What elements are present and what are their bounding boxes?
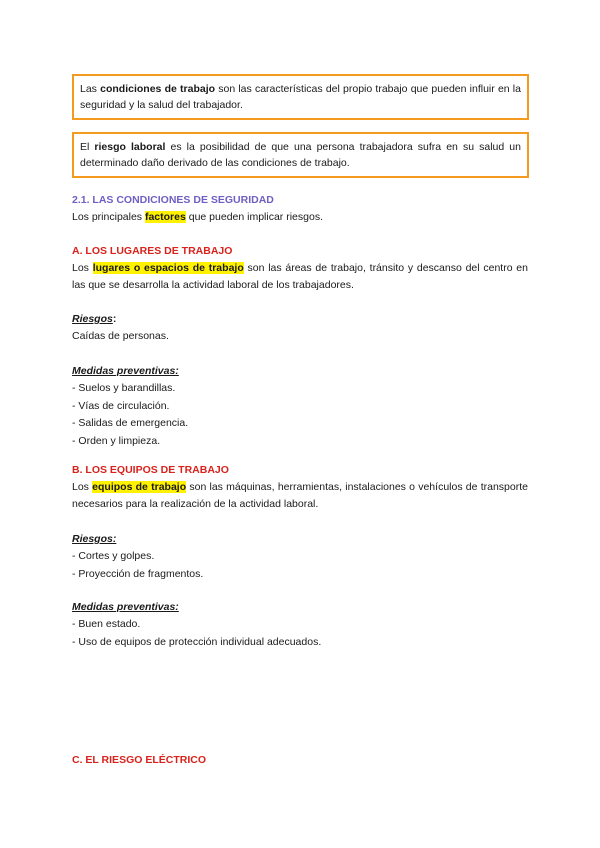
section-2-1-text bbox=[72, 209, 528, 226]
section-2-1-post: que pueden implicar riesgos. bbox=[185, 211, 323, 223]
list-item: - Salidas de emergencia. bbox=[72, 417, 189, 429]
box2-term: riesgo laboral bbox=[94, 141, 166, 153]
list-item: - Cortes y golpes. bbox=[72, 550, 155, 562]
section-a-risks-label: Riesgos bbox=[72, 313, 113, 325]
section-a-measures-list bbox=[72, 380, 528, 450]
definition-box-labor-risk bbox=[72, 132, 529, 178]
section-2-1 bbox=[72, 192, 528, 226]
section-a-risks-heading bbox=[72, 311, 528, 328]
section-a-risks bbox=[72, 311, 528, 346]
section-2-1-highlight: factores bbox=[144, 211, 186, 223]
list-item: - Uso de equipos de protección individual adecuados. bbox=[72, 635, 322, 648]
section-b-pre: Los bbox=[72, 481, 93, 493]
section-b-risks-label: Riesgos: bbox=[72, 533, 117, 545]
section-a-measures bbox=[72, 363, 528, 450]
box1-post: son las características del propio trabajo que pueden influir en la seguridad y la salud del trabajador. bbox=[80, 83, 521, 111]
section-b-risks bbox=[72, 531, 528, 583]
section-b-highlight: equipos de trabajo bbox=[92, 481, 187, 493]
box1-pre: Las bbox=[80, 83, 101, 95]
section-a-pre: Los bbox=[72, 262, 93, 274]
section-b-title: B. LOS EQUIPOS DE TRABAJO bbox=[72, 464, 229, 476]
section-b-measures-label: Medidas preventivas: bbox=[72, 601, 179, 613]
section-a-risks-list bbox=[72, 328, 528, 346]
section-b-risks-list bbox=[72, 548, 528, 583]
section-b bbox=[72, 462, 528, 513]
list-item: - Vías de circulación. bbox=[72, 399, 170, 412]
section-a bbox=[72, 243, 528, 294]
list-item: - Proyección de fragmentos. bbox=[72, 567, 204, 580]
section-2-1-pre: Los principales bbox=[72, 211, 145, 223]
section-a-post: son las áreas de trabajo, tránsito y descanso del centro en las que se desarrolla la actividad laboral de los trabajadores. bbox=[72, 262, 528, 291]
definition-box-working-conditions bbox=[72, 74, 529, 120]
section-b-text bbox=[72, 479, 528, 513]
list-item: Caídas de personas. bbox=[72, 330, 169, 342]
section-a-risks-colon: : bbox=[112, 313, 117, 325]
section-c-title: C. EL RIESGO ELÉCTRICO bbox=[72, 754, 206, 766]
box2-post: es la posibilidad de que una persona trabajadora sufra en su salud un determinado daño derivado de las condiciones de trabajo. bbox=[80, 141, 521, 169]
section-b-measures-list bbox=[72, 616, 528, 651]
box2-pre: El bbox=[80, 141, 95, 153]
list-item: - Buen estado. bbox=[72, 618, 141, 630]
section-b-post: son las máquinas, herramientas, instalaciones o vehículos de transporte necesarios para la realización de la actividad laboral. bbox=[72, 481, 528, 510]
section-a-title: A. LOS LUGARES DE TRABAJO bbox=[72, 245, 233, 257]
section-a-highlight: lugares o espacios de trabajo bbox=[92, 262, 244, 274]
section-b-measures bbox=[72, 599, 528, 651]
section-a-text bbox=[72, 260, 528, 294]
list-item: - Orden y limpieza. bbox=[72, 434, 161, 447]
section-a-measures-label: Medidas preventivas: bbox=[72, 365, 179, 377]
box1-term: condiciones de trabajo bbox=[100, 83, 216, 95]
list-item: - Suelos y barandillas. bbox=[72, 382, 176, 394]
section-2-1-title: 2.1. LAS CONDICIONES DE SEGURIDAD bbox=[72, 194, 274, 206]
section-c bbox=[72, 752, 528, 769]
